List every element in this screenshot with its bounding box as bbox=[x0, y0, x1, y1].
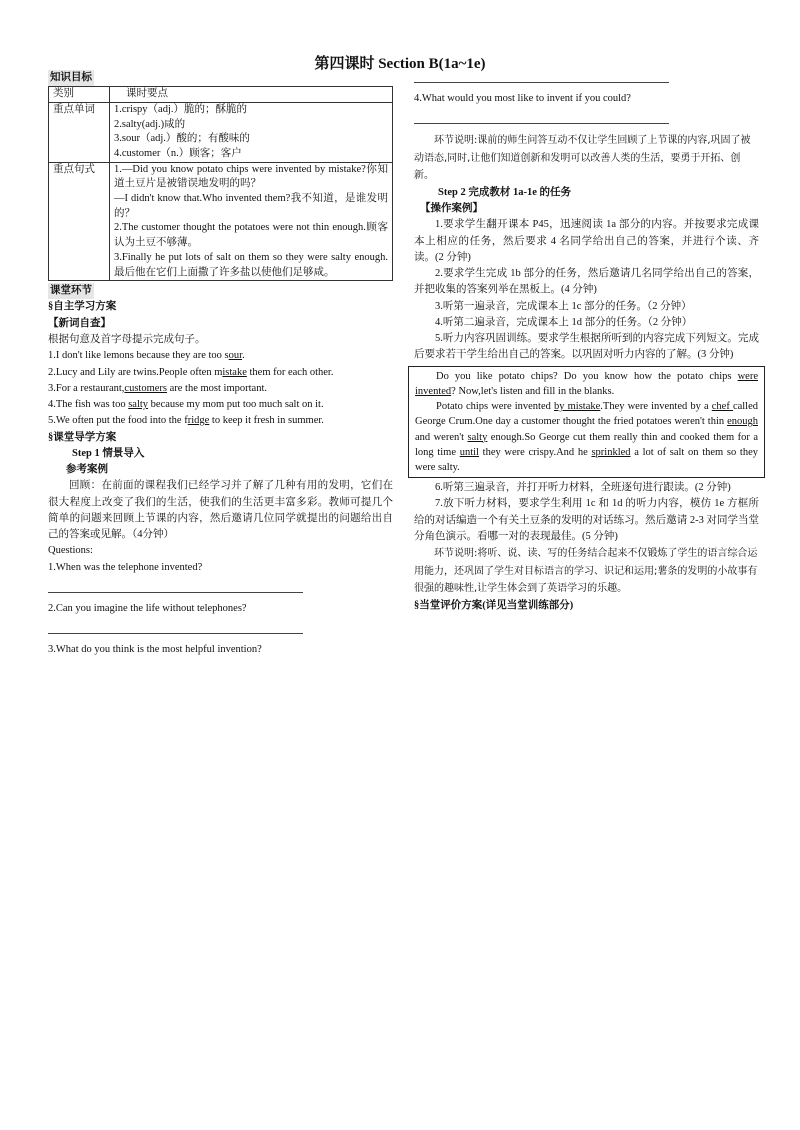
passage-answer: were invented bbox=[415, 370, 758, 397]
fill-item bbox=[48, 365, 393, 381]
task-7: 7.放下听力材料，要求学生利用 1c 和 1d 的听力内容，模仿 1e 方框所给的对话编造一个有关土豆条的发明的对话练习。然后邀请 2-3 对同学当堂分角色演示。看哪一对的表现最佳。(5 分钟) bbox=[414, 498, 759, 543]
passage-text: a lot of salt on them so they were salty. bbox=[415, 446, 758, 473]
guide-heading: §课堂导学方案 bbox=[48, 431, 117, 443]
knowledge-goals-heading: 知识目标 bbox=[48, 70, 94, 86]
question-3: 3.What do you think is the most helpful invention? bbox=[48, 644, 262, 656]
passage-text: called George Crum.One day a customer thought the fried potatoes weren't thin bbox=[415, 401, 759, 428]
task-3: 3.听第一遍录音，完成课本上 1c 部分的任务。（2 分钟） bbox=[435, 300, 692, 312]
fill-answer: istake bbox=[222, 366, 247, 378]
sentence-item: 1.—Did you know potato chips were invented by mistake?你知道土豆片是被错误地发明的吗？ bbox=[114, 163, 388, 190]
fill-text: to keep it fresh in summer. bbox=[209, 415, 324, 427]
task-5: 5.听力内容巩固训练。要求学生根据所听到的内容完成下列短文。完成后要求若干学生给出自己的答案。以巩固对听力内容的了解。(3 分钟) bbox=[414, 333, 759, 361]
stage-note-1: 环节说明:课前的师生问答互动不仅让学生回顾了上节课的内容,巩固了被动语态,同时,让他们知道创新和发明可以改善人类的生活，要勇于开拓、创新。 bbox=[414, 135, 751, 182]
word-item: 3.sour（adj.）酸的；有酸味的 bbox=[114, 133, 250, 145]
page-title: 第四课时 Section B(1a~1e) bbox=[314, 56, 486, 72]
fill-text: 2.Lucy and Lily are twins.People often m bbox=[48, 366, 223, 378]
listening-passage-box bbox=[408, 366, 765, 479]
step1-heading: Step 1 情景导入 bbox=[72, 447, 145, 459]
answer-line bbox=[48, 582, 303, 593]
table-row-sentences bbox=[49, 162, 393, 281]
task-2: 2.要求学生完成 1b 部分的任务，然后邀请几名同学给出自己的答案，并把收集的答案列举在黑板上。(4 分钟) bbox=[414, 268, 759, 296]
answer-line bbox=[48, 623, 303, 634]
task-6: 6.听第三遍录音，并打开听力材料，全班逐句进行跟读。(2 分钟) bbox=[435, 482, 731, 494]
class-section-heading: 课堂环节 bbox=[48, 283, 94, 299]
answer-line bbox=[414, 113, 669, 124]
fill-answer: ridge bbox=[187, 415, 210, 427]
questions-label: Questions: bbox=[48, 545, 93, 557]
fill-text: . bbox=[242, 350, 245, 362]
passage-paragraph bbox=[415, 369, 758, 399]
sentences-cell bbox=[110, 162, 393, 281]
answer-line bbox=[414, 72, 669, 83]
passage-text: enough.So George cut them really thin and cooked them for a long time bbox=[415, 431, 758, 458]
knowledge-table bbox=[48, 86, 393, 281]
word-item: 2.salty(adj.)咸的 bbox=[114, 118, 186, 130]
passage-text: Do you like potato chips? Do you know how the potato chips bbox=[436, 370, 738, 382]
fill-item bbox=[48, 397, 393, 413]
step2-heading: Step 2 完成教材 1a-1e 的任务 bbox=[438, 186, 571, 198]
table-header-category: 类别 bbox=[49, 87, 110, 103]
sentence-item: —I didn't know that.Who invented them?我不知道，是谁发明的？ bbox=[114, 193, 388, 219]
passage-paragraph bbox=[415, 399, 758, 475]
fill-item bbox=[48, 348, 393, 364]
fill-text: 4.The fish was too bbox=[48, 399, 129, 411]
new-words-heading: 【新词自查】 bbox=[48, 317, 111, 329]
passage-answer: by mistake bbox=[554, 401, 601, 413]
words-label: 重点单词 bbox=[49, 102, 110, 162]
fill-item bbox=[48, 413, 393, 429]
reference-heading: 参考案例 bbox=[66, 464, 108, 476]
question-1: 1.When was the telephone invented? bbox=[48, 561, 203, 573]
left-column bbox=[48, 70, 393, 659]
instruction-text: 根据句意及首字母提示完成句子。 bbox=[48, 334, 206, 345]
table-header-row bbox=[49, 87, 393, 103]
word-item: 1.crispy（adj.）脆的；酥脆的 bbox=[114, 103, 247, 115]
passage-answer: chef bbox=[711, 401, 733, 413]
fill-text: them for each other. bbox=[246, 366, 334, 378]
word-item: 4.customer（n.）顾客；客户 bbox=[114, 148, 242, 160]
passage-text: .They were invented by a bbox=[600, 401, 712, 413]
fill-text: because my mom put too much salt on it. bbox=[148, 399, 324, 411]
task-1: 1.要求学生翻开课本 P45，迅速阅读 1a 部分的内容。并按要求完成课本上相应的任务，然后要求 4 名同学给出自己的答案，并进行个读、齐读。(2 分钟) bbox=[414, 219, 759, 263]
question-2: 2.Can you imagine the life without telephones? bbox=[48, 602, 247, 614]
task-4: 4.听第二遍录音，完成课本上 1d 部分的任务。（2 分钟） bbox=[435, 316, 693, 328]
self-study-heading: §自主学习方案 bbox=[48, 301, 117, 313]
passage-answer: sprinkled bbox=[591, 446, 631, 458]
passage-text: and weren't bbox=[415, 431, 468, 443]
fill-text: 1.I don't like lemons because they are too s bbox=[48, 350, 229, 362]
words-cell bbox=[110, 102, 393, 162]
fill-answer: customers bbox=[124, 382, 167, 394]
operation-heading: 【操作案例】 bbox=[420, 203, 483, 215]
right-column bbox=[414, 72, 759, 614]
fill-answer: salty bbox=[128, 399, 149, 411]
passage-text: ? Now,let's listen and fill in the blanks. bbox=[451, 385, 615, 397]
sentence-item: 3.Finally he put lots of salt on them so they were salty enough.最后他在它们上面撒了许多盐以使他们足够咸。 bbox=[114, 251, 388, 278]
passage-text: they were crispy.And he bbox=[478, 446, 592, 458]
evaluation-heading: §当堂评价方案(详见当堂训练部分) bbox=[414, 599, 574, 611]
sentences-label: 重点句式 bbox=[49, 162, 110, 281]
stage-note-2: 环节说明:将听、说、读、写的任务结合起来不仅锻炼了学生的语言综合运用能力，还巩固了学生对目标语言的学习、识记和运用;薯条的发明的小故事有很强的趣味性,让学生体会到了英语学习的乐趣。 bbox=[414, 548, 758, 595]
passage-answer: until bbox=[459, 446, 479, 458]
fill-text: are the most important. bbox=[166, 382, 268, 394]
question-4: 4.What would you most like to invent if you could? bbox=[414, 93, 631, 104]
passage-text: Potato chips were invented bbox=[436, 401, 554, 413]
table-row-words bbox=[49, 102, 393, 162]
sentence-item: 2.The customer thought the potatoes were not thin enough.顾客认为土豆不够薄。 bbox=[114, 222, 388, 249]
fill-answer: our bbox=[228, 350, 243, 362]
fill-item bbox=[48, 381, 393, 397]
passage-answer: salty bbox=[467, 431, 488, 443]
fill-text: 3.For a restaurant, bbox=[48, 382, 125, 394]
review-paragraph: 回顾：在前面的课程我们已经学习并了解了几种有用的发明，它们在很大程度上改变了我们的生活，使我们的生活更丰富多彩。教师可提几个简单的问题来回顾上节课的内容，然后邀请几位同学就提出的问题给出自己的答案或见解。（4分钟） bbox=[48, 480, 393, 541]
fill-text: 5.We often put the food into the f bbox=[48, 415, 188, 427]
passage-answer: enough bbox=[727, 416, 758, 428]
table-header-points bbox=[110, 87, 393, 103]
table-header-points-label: 课时要点 bbox=[126, 88, 168, 100]
